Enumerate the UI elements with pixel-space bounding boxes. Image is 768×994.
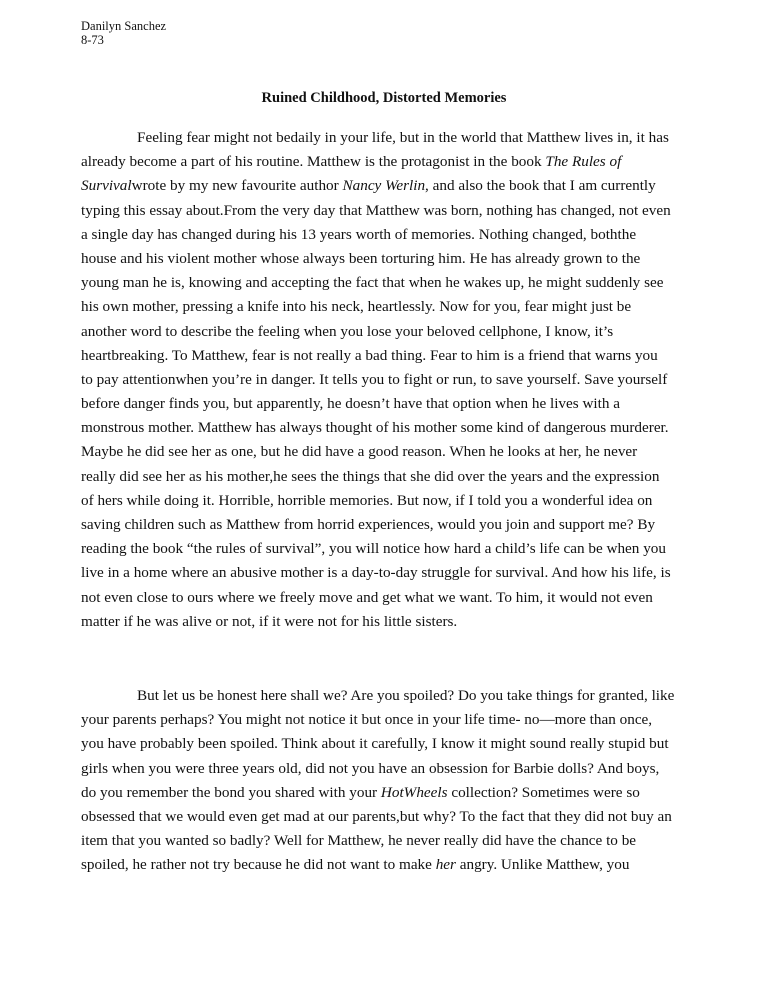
text-line: heartbreaking. To Matthew, fear is not really a bad thing. Fear to him is a friend that warns you <box>81 346 658 364</box>
text-line: do you remember the bond you shared with your HotWheels collection? Sometimes were so <box>81 783 640 801</box>
text-line: saving children such as Matthew from horrid experiences, would you join and support me? By <box>81 516 656 533</box>
text-line: monstrous mother. Matthew has always thought of his mother some kind of dangerous murderer. <box>81 419 669 437</box>
text-line: Feeling fear might not bedaily in your life, but in the world that Matthew lives in, it has <box>137 129 669 146</box>
italic-text: HotWheels <box>380 783 448 801</box>
text-line: your parents perhaps? You might not notice it but once in your life time- no—more than once, <box>81 711 653 729</box>
text-line: before danger finds you, but apparently, he doesn’t have that option when he lives with a <box>81 395 621 413</box>
text-line: not even close to ours where we freely move and get what we want. To him, it would not even <box>81 588 653 606</box>
author-name: Danilyn Sanchez <box>81 19 167 33</box>
text-line: house and his violent mother whose always been torturing him. He has already grown to the <box>81 249 641 267</box>
text-line: typing this essay about.From the very day that Matthew was born, nothing has changed, not even <box>81 201 671 219</box>
text-line: of hers while doing it. Horrible, horrible memories. But now, if I told you a wonderful idea on <box>81 491 653 509</box>
text-line: obsessed that we would even get mad at our parents,but why? To the fact that they did not buy an <box>81 807 672 825</box>
text-line: reading the book “the rules of survival”, you will notice how hard a child’s life can be when you <box>81 540 666 558</box>
text-line: live in a home where an abusive mother is a day-to-day struggle for survival. And how his life, is <box>81 564 671 582</box>
italic-text: her <box>435 856 456 874</box>
essay-title: Ruined Childhood, Distorted Memories <box>261 90 507 106</box>
italic-text: Nancy Werlin <box>342 177 426 195</box>
text-line: Survivalwrote by my new favourite author Nancy Werlin, and also the book that I am currently <box>81 177 656 195</box>
text-line: spoiled, he rather not try because he did not want to make her angry. Unlike Matthew, you <box>81 856 630 874</box>
text-line: Maybe he did see her as one, but he did have a good reason. When he looks at her, he never <box>81 443 638 461</box>
essay-paragraph <box>81 126 701 634</box>
text-line: girls when you were three years old, did not you have an obsession for Barbie dolls? And boys, <box>81 759 660 777</box>
text-line: But let us be honest here shall we? Are you spoiled? Do you take things for granted, like <box>137 687 675 704</box>
text-line: already become a part of his routine. Matthew is the protagonist in the book The Rules of <box>81 153 622 171</box>
italic-text: Survival <box>81 177 132 195</box>
text-line: a single day has changed during his 13 years worth of memories. Nothing changed, boththe <box>81 225 637 243</box>
text-line: young man he is, knowing and accepting the fact that when he wakes up, he might suddenly see <box>81 274 664 292</box>
text-line: his own mother, pressing a knife into his neck, heartlessly. Now for you, fear might just be <box>81 298 632 316</box>
italic-text: The Rules of <box>545 153 622 171</box>
text-line: matter if he was alive or not, if it were not for his little sisters. <box>81 612 458 630</box>
document-header <box>81 19 166 47</box>
essay-paragraph <box>81 684 701 878</box>
text-line: you have probably been spoiled. Think about it carefully, I know it might sound really stupid but <box>81 735 669 753</box>
text-line: item that you wanted so badly? Well for Matthew, he never really did have the chance to be <box>81 832 637 850</box>
text-line: really did see her as his mother,he sees the things that she did over the years and the expression <box>81 467 660 485</box>
text-line: to pay attentionwhen you’re in danger. It tells you to fight or run, to save yourself. Save yourself <box>81 370 668 388</box>
class-code: 8-73 <box>81 33 104 47</box>
text-line: another word to describe the feeling when you lose your beloved cellphone, I know, it’s <box>81 322 614 340</box>
